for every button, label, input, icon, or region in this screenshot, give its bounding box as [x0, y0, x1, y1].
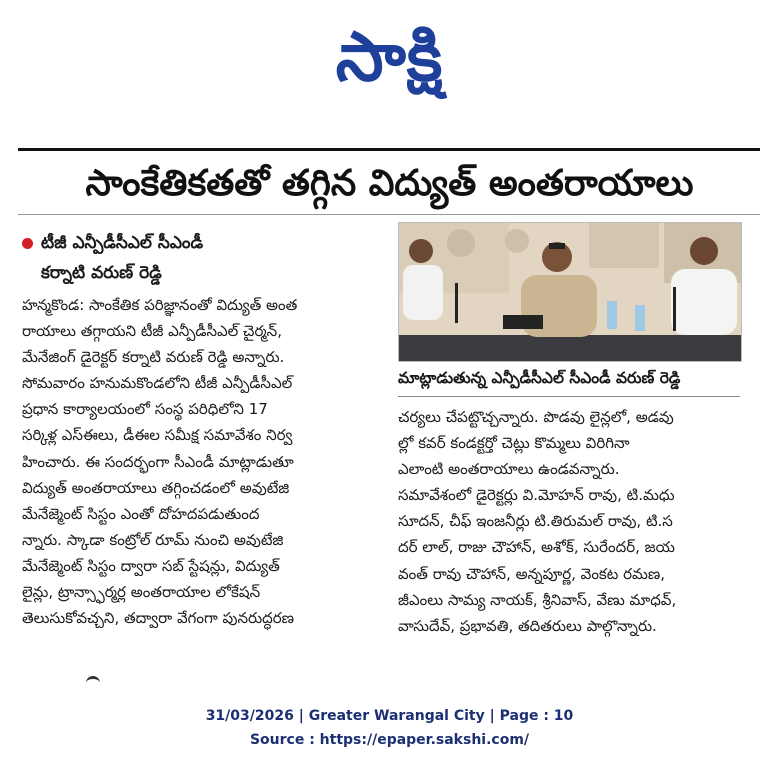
body-line: హన్మకొండ: సాంకేతిక పరిజ్ఞానంతో విద్యుత్ అంత — [22, 296, 298, 314]
body-line: వంత్ రావు చౌహాన్, అన్నపూర్ణ, వెంకట రమణ, — [398, 564, 666, 583]
body-line: సర్కిళ్ల ఎస్ఈలు, డీఈల సమీక్ష సమావేశం నిర్వ — [22, 426, 293, 445]
body-line: న్నారు. స్కాడా కంట్రోల్ రూమ్ నుంచి అవుటేజి — [22, 530, 284, 549]
body-line: ఎలాంటి అంతరాయాలు ఉండవన్నారు. — [398, 460, 620, 479]
body-line: వాసుదేవ్, ప్రభావతి, తదితరులు పాల్గొన్నారు. — [398, 616, 657, 635]
body-line: మేనేజ్మెంట్ సిస్టం ఎంతో దోహదపడుతుంద — [22, 504, 260, 523]
body-line: లైన్లు, ట్రాన్స్ఫార్మర్ల అంతరాయాల లోకేషన్ — [22, 583, 261, 602]
body-line: ప్రధాన కార్యాలయంలో సంస్థ పరిధిలోని 17 — [22, 400, 268, 419]
meeting-photo — [398, 222, 742, 362]
body-line: సోమవారం హనుమకొండలోని టీజీ ఎన్పీడీసీఎల్ — [22, 374, 293, 393]
body-line: సూదన్, చీఫ్ ఇంజనీర్లు టి.తిరుమల్ రావు, టి.స — [398, 512, 673, 531]
article-headline: సాంకేతికతతో తగ్గిన విద్యుత్ అంతరాయాలు — [85, 163, 694, 204]
photo-caption: మాట్లాడుతున్న ఎన్పీడీసీఎల్ సీఎండీ వరుణ్ రెడ్డి — [398, 369, 681, 387]
caption-divider — [398, 396, 740, 397]
cut-off-text-fragment — [86, 676, 100, 684]
body-line: సమావేశంలో డైరెక్టర్లు వి.మోహన్ రావు, టి.మధు — [398, 486, 675, 505]
body-line: మేనేజ్మెంట్ సిస్టం ద్వారా సబ్ స్టేషన్లు, విద్యుత్ — [22, 556, 280, 575]
body-line: తెలుసుకోవచ్చని, తద్వారా వేగంగా పునరుద్ధరణ — [22, 609, 295, 628]
subhead-line-2: కర్నాటి వరుణ్ రెడ్డి — [41, 263, 162, 283]
article-subhead — [22, 228, 382, 288]
body-line: జీఎంలు సామ్య నాయక్, శ్రీనివాస్, వేణు మాధవ్, — [398, 590, 677, 609]
article-body-right-column — [398, 404, 740, 639]
red-bullet-icon — [22, 238, 33, 249]
subhead-line-1: టీజీ ఎన్పీడీసీఎల్ సీఎండీ — [22, 228, 382, 258]
clipping-meta: 31/03/2026 | Greater Warangal City | Page : 10 — [205, 708, 574, 724]
article-body-left-column — [22, 292, 388, 631]
meeting-photo-illustration — [399, 223, 741, 361]
body-line: దర్ లాల్, రాజు చౌహాన్, అశోక్, సురేందర్, జయ — [398, 538, 675, 557]
headline-divider — [18, 214, 760, 215]
body-line: చర్యలు చేపట్టొచ్చన్నారు. పొడవు లైన్లలో, అడవు — [398, 408, 674, 426]
body-line: విద్యుత్ అంతరాయాలు తగ్గించడంలో అవుటేజి — [22, 478, 290, 497]
clipping-footer — [0, 704, 779, 752]
newspaper-logo: సాక్షి — [335, 18, 444, 97]
clipping-source[interactable]: Source : https://epaper.sakshi.com/ — [249, 732, 530, 748]
body-line: హించారు. ఈ సందర్భంగా సీఎండీ మాట్లాడుతూ — [22, 452, 294, 471]
top-divider — [18, 148, 760, 151]
body-line: ల్లో కవర్ కండక్టర్తో చెట్లు కొమ్మలు విరిగినా — [398, 434, 630, 453]
body-line: మేనేజింగ్ డైరెక్టర్ కర్నాటి వరుణ్ రెడ్డి అన్నారు. — [22, 348, 285, 367]
body-line: రాయాలు తగ్గాయని టీజీ ఎన్పీడీసీఎల్ చైర్మన్, — [22, 322, 282, 341]
